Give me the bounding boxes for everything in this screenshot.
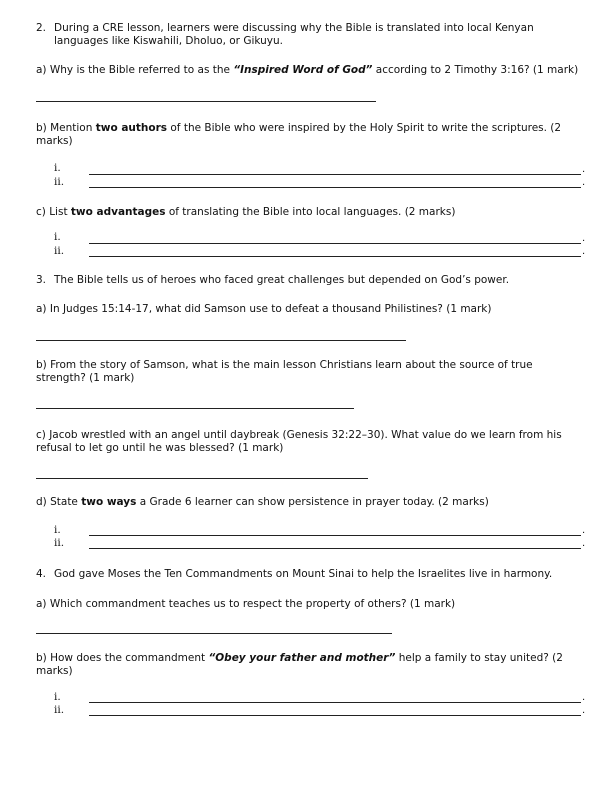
question-stem: During a CRE lesson, learners were discussing why the Bible is translated into local Kenyan languages like Kiswahili, Dholuo, or Gikuyu. [54, 22, 534, 47]
question-stem: The Bible tells us of heroes who faced great challenges but depended on God’s power. [54, 274, 510, 286]
item-ii: ii. [54, 176, 65, 188]
item-i: i. [54, 231, 61, 243]
question-3d: d) State two ways a Grade 6 learner can show persistence in prayer today. (2 marks) [36, 496, 489, 508]
line-end-dot: . [582, 164, 586, 175]
line-end-dot: . [582, 177, 586, 188]
line-end-dot: . [582, 538, 586, 549]
answer-line-2c-ii[interactable] [89, 256, 581, 257]
item-i: i. [54, 691, 61, 703]
item-i: i. [54, 524, 61, 536]
question-number: 4. [36, 568, 47, 580]
question-3c: c) Jacob wrestled with an angel until daybreak (Genesis 32:22–30). What value do we learn from his refusal to let go until he was blessed? (1 mark) [36, 429, 562, 454]
question-stem: God gave Moses the Ten Commandments on Mount Sinai to help the Israelites live in harmony. [54, 568, 553, 580]
quoted-phrase: “Obey your father and mother” [208, 652, 396, 664]
emphasis: two authors [95, 122, 168, 134]
answer-line-3c[interactable] [36, 478, 368, 479]
answer-line-3b[interactable] [36, 408, 354, 409]
item-ii: ii. [54, 245, 65, 257]
question-4a: a) Which commandment teaches us to respect the property of others? (1 mark) [36, 598, 456, 610]
question-number: 3. [36, 274, 47, 286]
answer-line-3a[interactable] [36, 340, 406, 341]
question-2c: c) List two advantages of translating the Bible into local languages. (2 marks) [36, 206, 456, 218]
question-2a: a) Why is the Bible referred to as the “Inspired Word of God” according to 2 Timothy 3:16? (1 mark) [36, 64, 579, 76]
question-4b: b) How does the commandment “Obey your father and mother” help a family to stay united? (2 marks) [36, 652, 563, 677]
emphasis: two ways [81, 496, 137, 508]
quoted-phrase: “Inspired Word of God” [233, 64, 373, 76]
question-3 [36, 274, 581, 287]
answer-line-3d-i[interactable] [89, 535, 581, 536]
item-ii: ii. [54, 537, 65, 549]
answer-line-4b-i[interactable] [89, 702, 581, 703]
question-2 [36, 22, 576, 48]
item-ii: ii. [54, 704, 65, 716]
line-end-dot: . [582, 705, 586, 716]
answer-line-2b-ii[interactable] [89, 187, 581, 188]
answer-line-2c-i[interactable] [89, 243, 581, 244]
answer-line-2a[interactable] [36, 101, 376, 102]
emphasis: two advantages [70, 206, 166, 218]
answer-line-2b-i[interactable] [89, 174, 581, 175]
answer-line-4a[interactable] [36, 633, 392, 634]
answer-line-3d-ii[interactable] [89, 548, 581, 549]
question-3a: a) In Judges 15:14-17, what did Samson use to defeat a thousand Philistines? (1 mark) [36, 303, 492, 315]
question-4 [36, 568, 596, 581]
question-3b: b) From the story of Samson, what is the main lesson Christians learn about the source of true strength? (1 mark) [36, 359, 533, 384]
line-end-dot: . [582, 233, 586, 244]
line-end-dot: . [582, 246, 586, 257]
answer-line-4b-ii[interactable] [89, 715, 581, 716]
line-end-dot: . [582, 525, 586, 536]
question-2b: b) Mention two authors of the Bible who were inspired by the Holy Spirit to write the scriptures. (2 marks) [36, 122, 562, 147]
item-i: i. [54, 162, 61, 174]
line-end-dot: . [582, 692, 586, 703]
question-number: 2. [36, 22, 47, 34]
